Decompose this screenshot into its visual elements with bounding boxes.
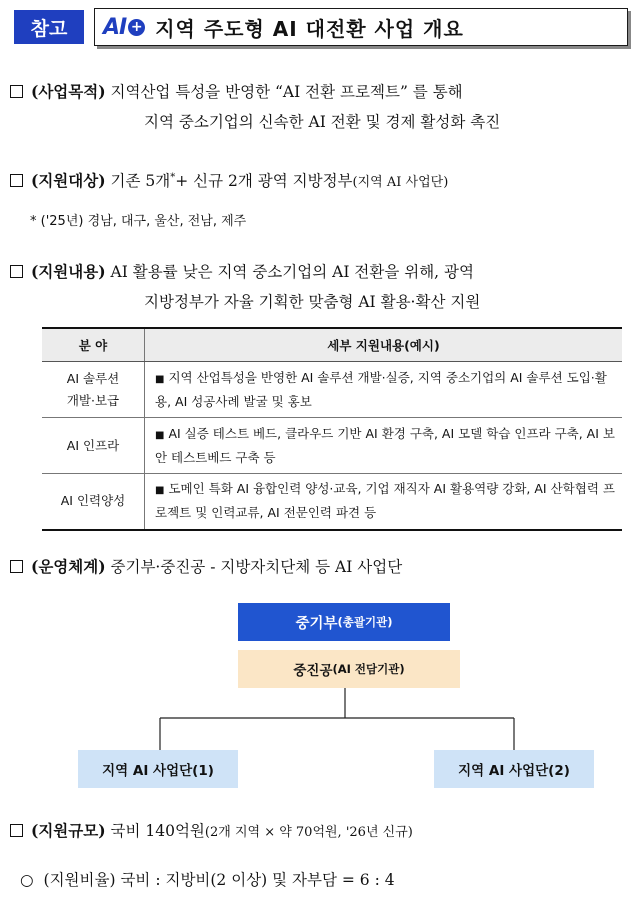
purpose-line2: 지역 중소기업의 신속한 AI 전환 및 경제 활성화 촉진 (144, 113, 501, 131)
scale-key: (지원규모) (31, 821, 106, 840)
plus-icon: + (128, 19, 145, 36)
target-text-b: + 신규 2개 광역 지방정부 (175, 172, 353, 191)
circle-bullet-icon: ○ (20, 871, 34, 889)
content-key: (지원내용) (31, 262, 106, 281)
section-scale (10, 817, 413, 847)
target-key: (지원대상) (31, 171, 106, 191)
scale-text: 국비 140억원 (110, 822, 205, 840)
purpose-line1: 지역산업 특성을 반영한 “AI 전환 프로젝트” 를 통해 (110, 83, 463, 101)
org-box-mss: 중기부 (총괄기관) (238, 603, 450, 641)
ratio-text: (지원비율) 국비 : 지방비(2 이상) 및 자부담 = 6 : 4 (43, 871, 395, 889)
square-bullet-icon: ■ (155, 373, 165, 385)
square-bullet-icon: ■ (155, 429, 165, 441)
table-header-detail: 세부 지원내용(예시) (145, 328, 623, 362)
ai-logo-text: AI (103, 14, 127, 40)
table-cell-category: AI 인력양성 (42, 474, 145, 530)
purpose-key: (사업목적) (31, 82, 106, 101)
org-box-kosmes: 중진공 (AI 전담기관) (238, 650, 460, 688)
checkbox-icon (10, 824, 23, 837)
table-cell-detail: ■ 지역 산업특성을 반영한 AI 솔루션 개발·실증, 지역 중소기업의 AI 솔루션 도입·활용, AI 성공사례 발굴 및 홍보 (145, 362, 623, 418)
target-sup: * (170, 172, 176, 183)
reference-badge: 참고 (14, 10, 84, 44)
table-cell-detail: ■ AI 실증 테스트 베드, 클라우드 기반 AI 환경 구축, AI 모델 학습 인프라 구축, AI 보안 테스트베드 구축 등 (145, 418, 623, 474)
table-cell-category: AI 인프라 (42, 418, 145, 474)
content-line1: AI 활용률 낮은 지역 중소기업의 AI 전환을 위해, 광역 (110, 263, 474, 281)
target-text-small: (지역 AI 사업단) (352, 175, 449, 191)
square-bullet-icon: ■ (155, 485, 165, 497)
target-text-a: 기존 5개 (110, 172, 171, 191)
org-box-regional-1: 지역 AI 사업단(1) (78, 750, 238, 788)
target-note: * ('25년) 경남, 대구, 울산, 전남, 제주 (30, 214, 247, 229)
content-line2: 지방정부가 자율 기획한 맞춤형 AI 활용·확산 지원 (144, 293, 481, 311)
table-cell-category: AI 솔루션 개발·보급 (42, 362, 145, 418)
operation-text: 중기부·중진공 - 지방자치단체 등 AI 사업단 (110, 558, 403, 576)
scale-text-small: (2개 지역 × 약 70억원, '26년 신규) (204, 825, 413, 840)
page-title: 지역 주도형 AI 대전환 사업 개요 (155, 16, 464, 41)
table-header-category: 분 야 (42, 328, 145, 362)
operation-key: (운영체계) (31, 557, 106, 576)
section-ratio (20, 866, 395, 894)
org-box-regional-2: 지역 AI 사업단(2) (434, 750, 594, 788)
table-cell-detail: ■ 도메인 특화 AI 융합인력 양성·교육, 기업 재직자 AI 활용역량 강화, AI 산학협력 프로젝트 및 인력교류, AI 전문인력 파견 등 (145, 474, 623, 530)
